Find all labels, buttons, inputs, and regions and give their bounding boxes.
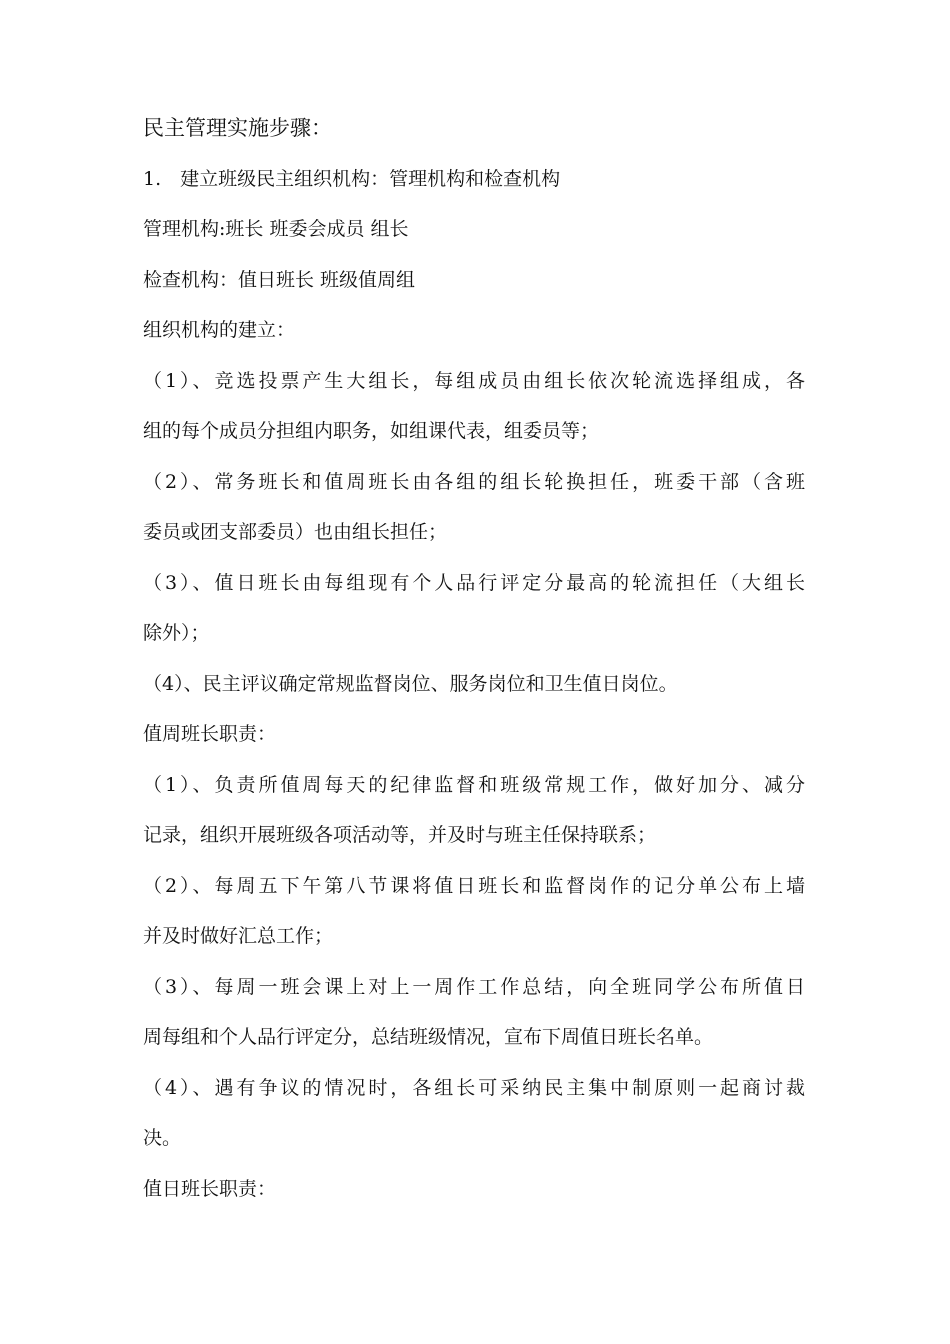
- paragraph-line: 决。: [143, 1127, 182, 1149]
- paragraph-line: （2）、常务班长和值周班长由各组的组长轮换担任，班委干部（含班: [143, 470, 805, 493]
- inspection-bodies-line: 检查机构：值日班长 班级值周组: [143, 268, 416, 291]
- paragraph-line: （1）、负责所值周每天的纪律监督和班级常规工作，做好加分、减分: [143, 773, 805, 796]
- subheading-establishment: 组织机构的建立：: [143, 319, 296, 341]
- paragraph-line: （4）、遇有争议的情况时，各组长可采纳民主集中制原则一起商讨裁: [143, 1076, 805, 1099]
- subheading-weekly-monitor-duties: 值周班长职责：: [143, 723, 277, 745]
- section-heading-organization: 1. 建立班级民主组织机构：管理机构和检查机构: [143, 167, 561, 190]
- paragraph-line: 记录，组织开展班级各项活动等，并及时与班主任保持联系；: [143, 824, 657, 846]
- document-body: [143, 103, 805, 1214]
- paragraph-line: 组的每个成员分担组内职务，如组课代表，组委员等；: [143, 420, 600, 442]
- paragraph-line: （4）、民主评议确定常规监督岗位、服务岗位和卫生值日岗位。: [143, 672, 678, 695]
- document-heading: 民主管理实施步骤：: [143, 116, 332, 140]
- paragraph-line: 委员或团支部委员）也由组长担任；: [143, 521, 448, 543]
- paragraph-line: （3）、每周一班会课上对上一周作工作总结，向全班同学公布所值日: [143, 975, 805, 998]
- subheading-daily-monitor-duties: 值日班长职责：: [143, 1177, 277, 1200]
- paragraph-line: （1）、竞选投票产生大组长，每组成员由组长依次轮流选择组成，各: [143, 369, 805, 392]
- paragraph-line: 并及时做好汇总工作；: [143, 925, 334, 947]
- management-bodies-line: 管理机构:班长 班委会成员 组长: [143, 218, 409, 240]
- paragraph-line: （3）、值日班长由每组现有个人品行评定分最高的轮流担任（大组长: [143, 571, 805, 594]
- paragraph-line: 除外）；: [143, 622, 210, 644]
- paragraph-line: 周每组和个人品行评定分，总结班级情况，宣布下周值日班长名单。: [143, 1026, 714, 1048]
- paragraph-line: （2）、每周五下午第八节课将值日班长和监督岗作的记分单公布上墙: [143, 874, 805, 897]
